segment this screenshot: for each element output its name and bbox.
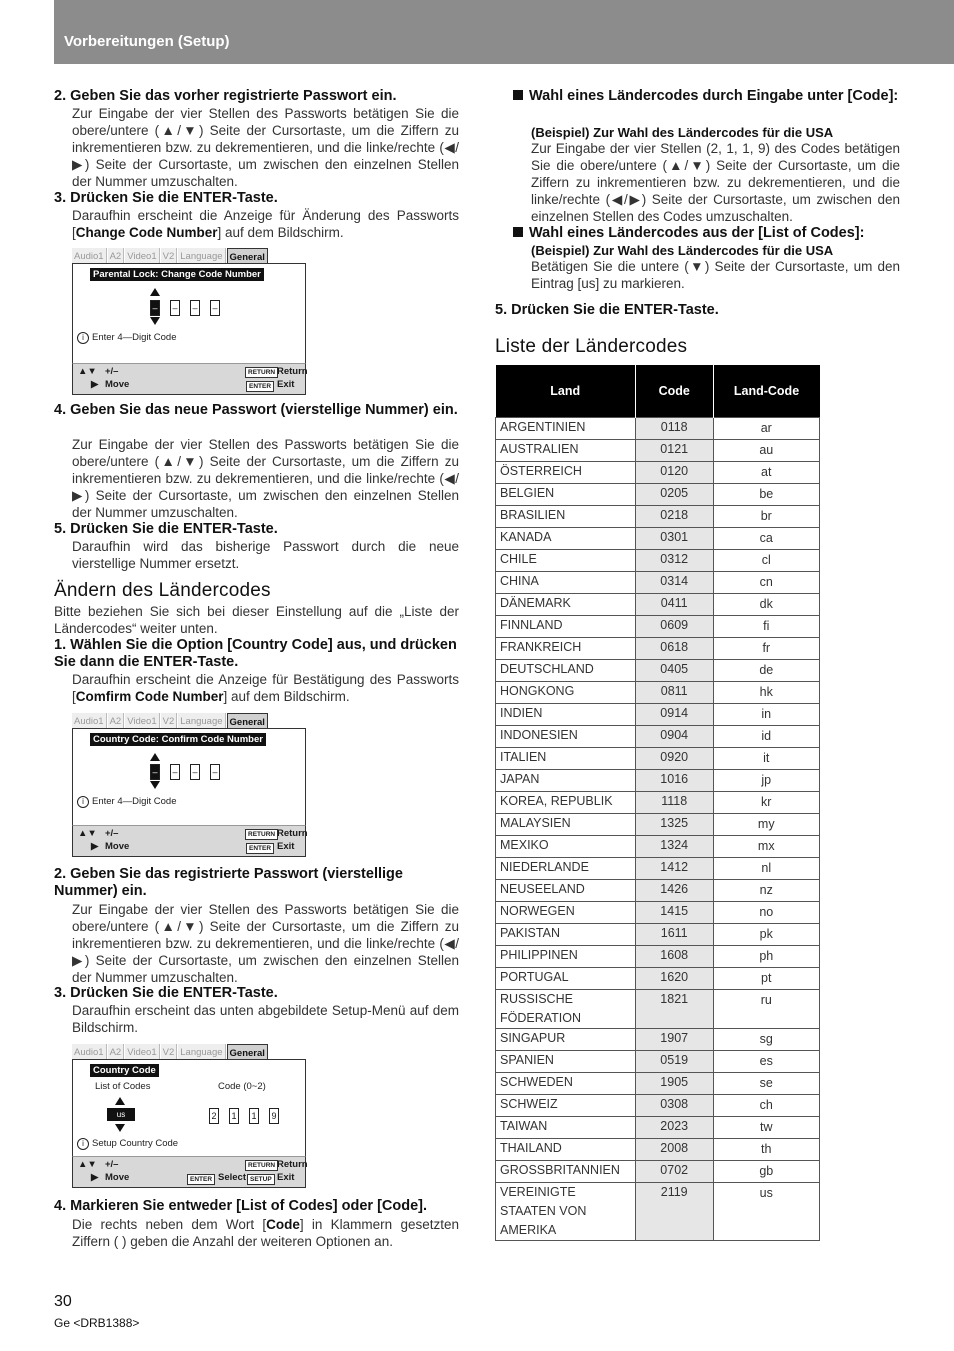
cell-code: 1324 (635, 836, 713, 858)
table-row (496, 1051, 820, 1073)
table-row (496, 594, 820, 616)
cell-land-code: ar (713, 418, 819, 440)
cell-country: BELGIEN (496, 484, 636, 506)
cell-code: 0811 (635, 682, 713, 704)
osd-tabs (72, 713, 269, 729)
cell-code: 0904 (635, 726, 713, 748)
cell-code: 2008 (635, 1139, 713, 1161)
page-number: 30 (54, 1293, 72, 1310)
table-row (496, 836, 820, 858)
osd-tab: Video1 (125, 1044, 159, 1060)
cell-country: ÖSTERREICH (496, 462, 636, 484)
cell-land-code: ch (713, 1095, 819, 1117)
cell-land-code: id (713, 726, 819, 748)
table-row (496, 1073, 820, 1095)
cell-country: SPANIEN (496, 1051, 636, 1073)
cell-code: 0121 (635, 440, 713, 462)
osd-screen (72, 263, 308, 390)
cell-land-code: ph (713, 946, 819, 968)
country-code-table (495, 365, 820, 1241)
table-row (496, 1117, 820, 1139)
up-down-icon: ▲▼ (78, 828, 97, 839)
cell-country: NIEDERLANDE (496, 858, 636, 880)
cell-code: 0920 (635, 748, 713, 770)
cell-country: JAPAN (496, 770, 636, 792)
cell-country: PORTUGAL (496, 968, 636, 990)
osd-tab: V2 (161, 1044, 178, 1060)
cell-code: 1325 (635, 814, 713, 836)
cell-land-code: my (713, 814, 819, 836)
cell-land-code: cl (713, 550, 819, 572)
enter-key: ENTER (187, 1174, 215, 1185)
code-digit: 9 (269, 1108, 279, 1124)
step2-title: 2. Geben Sie das vorher registrierte Passwort ein. (54, 88, 397, 104)
info-icon: i (77, 796, 89, 808)
arrow-down-icon (115, 1124, 125, 1132)
cell-country: PAKISTAN (496, 924, 636, 946)
info-icon: i (77, 332, 89, 344)
cell-country: PHILIPPINEN (496, 946, 636, 968)
arrow-up-icon (115, 1097, 125, 1105)
table-row (496, 880, 820, 902)
cell-land-code: es (713, 1051, 819, 1073)
cell-land-code: it (713, 748, 819, 770)
table-row (496, 1139, 820, 1161)
cell-code: 1608 (635, 946, 713, 968)
step4-title: 4. Geben Sie das neue Passwort (vierstellige Nummer) ein. (54, 402, 458, 418)
return-key: RETURN (245, 1160, 278, 1171)
right-step5: 5. Drücken Sie die ENTER-Taste. (495, 302, 719, 318)
cell-country: RUSSISCHE FÖDERATION (496, 990, 636, 1029)
example-usa-2: (Beispiel) Zur Wahl des Ländercodes für die USA (531, 243, 834, 258)
table-row (496, 418, 820, 440)
cell-country: VEREINIGTE STAATEN VON AMERIKA (496, 1183, 636, 1241)
cell-land-code: be (713, 484, 819, 506)
cell-country: HONGKONG (496, 682, 636, 704)
osd-tab: Audio1 (72, 248, 107, 264)
cell-land-code: gb (713, 1161, 819, 1183)
step3-title: 3. Drücken Sie die ENTER-Taste. (54, 190, 278, 206)
osd-tab: Language (178, 713, 225, 729)
cell-land-code: pk (713, 924, 819, 946)
osd-title: Parental Lock: Change Code Number (90, 268, 264, 281)
code-entry-heading: Wahl eines Ländercodes durch Eingabe unter [Code]: (513, 88, 900, 105)
table-row (496, 484, 820, 506)
osd-screen-country-code (72, 1044, 306, 1187)
s1-title: 1. Wählen Sie die Option [Country Code] aus, und drücken Sie dann die ENTER-Taste. (54, 637, 457, 670)
cell-country: AUSTRALIEN (496, 440, 636, 462)
setup-key: SETUP (247, 1174, 275, 1185)
osd-footer: ▲▼ +/– ▶ Move ENTER Select RETURN Return SETUP Exit (72, 1156, 306, 1188)
col-header-land: Land (496, 365, 636, 418)
table-row (496, 814, 820, 836)
cell-country: FINNLAND (496, 616, 636, 638)
table-row (496, 990, 820, 1029)
s4-body: Die rechts neben dem Wort [Code] in Klammern gesetzten Ziffern ( ) geben die Anzahl der weiteren Optionen an. (72, 1217, 459, 1249)
cell-code: 0118 (635, 418, 713, 440)
osd-tab: V2 (161, 713, 178, 729)
cell-country: SINGAPUR (496, 1029, 636, 1051)
cell-land-code: mx (713, 836, 819, 858)
table-row (496, 682, 820, 704)
code-digit: – (170, 300, 180, 316)
table-header-row (496, 365, 820, 418)
cell-country: DÄNEMARK (496, 594, 636, 616)
osd-tab: V2 (161, 248, 178, 264)
cell-country: CHILE (496, 550, 636, 572)
cell-country: NORWEGEN (496, 902, 636, 924)
cell-land-code: th (713, 1139, 819, 1161)
code-digit: – (150, 300, 160, 316)
step5-title: 5. Drücken Sie die ENTER-Taste. (54, 521, 278, 537)
osd-tab: A2 (108, 713, 125, 729)
example-usa-1: (Beispiel) Zur Wahl des Ländercodes für die USA (531, 125, 834, 140)
arrow-up-icon (150, 753, 160, 761)
cell-land-code: in (713, 704, 819, 726)
table-row (496, 748, 820, 770)
code-digit: – (190, 764, 200, 780)
cell-code: 0314 (635, 572, 713, 594)
section-heading: Ändern des Ländercodes (54, 580, 271, 601)
table-row (496, 726, 820, 748)
arrow-down-icon (150, 781, 160, 789)
osd-tab-active: General (227, 713, 268, 729)
table-row (496, 440, 820, 462)
code-entry-body: Zur Eingabe der vier Stellen (2, 1, 1, 9) des Codes betätigen Sie die obere/untere (▲/▼) Seite der Cursortaste, um die Ziffern zu inkrementieren bzw. zu dekrementieren, und die linke/rechte (◀/▶) Seite der Cursortaste, um zwischen den einzelnen Stellen des Codes umzuschalten. (531, 141, 900, 224)
step4-body: Zur Eingabe der vier Stellen des Passworts betätigen Sie die obere/untere (▲/▼) Seite der Cursortaste, um die Ziffern zu inkrementieren bzw. zu dekrementieren, und die linke/rechte (◀/▶) Seite der Cursortaste, um zwischen den einzelnen Stellen der Nummer umzuschalten. (72, 437, 459, 520)
cell-country: BRASILIEN (496, 506, 636, 528)
cell-code: 0218 (635, 506, 713, 528)
cell-land-code: ru (713, 990, 819, 1029)
cell-land-code: jp (713, 770, 819, 792)
cell-land-code: at (713, 462, 819, 484)
cell-country: MEXIKO (496, 836, 636, 858)
cell-code: 0312 (635, 550, 713, 572)
up-down-icon: ▲▼ (78, 366, 97, 377)
osd-screen-confirm-code (72, 713, 306, 856)
osd-tab: Audio1 (72, 1044, 107, 1060)
cell-code: 1905 (635, 1073, 713, 1095)
cell-land-code: tw (713, 1117, 819, 1139)
cell-country: DEUTSCHLAND (496, 660, 636, 682)
info-icon: i (77, 1138, 89, 1150)
cell-country: FRANKREICH (496, 638, 636, 660)
cell-land-code: cn (713, 572, 819, 594)
cell-country: TAIWAN (496, 1117, 636, 1139)
code-digit: – (210, 764, 220, 780)
cell-code: 0914 (635, 704, 713, 726)
cell-land-code: us (713, 1183, 819, 1241)
s3-body: Daraufhin erscheint das unten abgebildete Setup-Menü auf dem Bildschirm. (72, 1003, 459, 1035)
table-row (496, 1183, 820, 1241)
cell-code: 1415 (635, 902, 713, 924)
table-row (496, 1161, 820, 1183)
enter-key: ENTER (246, 843, 274, 854)
cell-country: CHINA (496, 572, 636, 594)
code-digit: – (210, 300, 220, 316)
code-digit: 1 (249, 1108, 259, 1124)
osd-screen-change-code (72, 248, 308, 390)
cell-code: 2023 (635, 1117, 713, 1139)
table-row (496, 660, 820, 682)
cell-code: 1016 (635, 770, 713, 792)
s1-body: Daraufhin erscheint die Anzeige für Bestätigung des Passworts [Comfirm Code Number] auf dem Bildschirm. (72, 672, 459, 704)
cell-land-code: nz (713, 880, 819, 902)
cell-country: ITALIEN (496, 748, 636, 770)
table-row (496, 792, 820, 814)
cell-country: KANADA (496, 528, 636, 550)
right-icon: ▶ (91, 379, 99, 390)
table-row (496, 968, 820, 990)
osd-footer: ▲▼ +/– ▶ Move RETURN Return ENTER Exit (72, 363, 306, 395)
s4-title: 4. Markieren Sie entweder [List of Codes] oder [Code]. (54, 1198, 428, 1214)
cell-land-code: no (713, 902, 819, 924)
selected-country-code: us (107, 1108, 135, 1121)
osd-tab-active: General (227, 1044, 268, 1060)
table-row (496, 770, 820, 792)
cell-code: 1426 (635, 880, 713, 902)
cell-country: KOREA, REPUBLIK (496, 792, 636, 814)
step3-body: Daraufhin erscheint die Anzeige für Änderung des Passworts [Change Code Number] auf dem Bildschirm. (72, 208, 459, 240)
code-digit: 1 (229, 1108, 239, 1124)
cell-land-code: nl (713, 858, 819, 880)
country-list-title: Liste der Ländercodes (495, 336, 688, 357)
table-row (496, 528, 820, 550)
cell-code: 0405 (635, 660, 713, 682)
enter-key: ENTER (246, 381, 274, 392)
table-row (496, 1095, 820, 1117)
cell-country: MALAYSIEN (496, 814, 636, 836)
cell-country: INDIEN (496, 704, 636, 726)
arrow-down-icon (150, 317, 160, 325)
osd-screen (72, 1059, 308, 1183)
return-key: RETURN (245, 829, 278, 840)
osd-tab: Language (178, 1044, 225, 1060)
cell-land-code: hk (713, 682, 819, 704)
cell-country: INDONESIEN (496, 726, 636, 748)
cell-land-code: pt (713, 968, 819, 990)
cell-country: SCHWEDEN (496, 1073, 636, 1095)
cell-land-code: dk (713, 594, 819, 616)
list-heading: Wahl eines Ländercodes aus der [List of Codes]: (513, 225, 900, 242)
osd-tab: Language (178, 248, 225, 264)
cell-code: 1611 (635, 924, 713, 946)
cell-code: 0609 (635, 616, 713, 638)
up-down-icon: ▲▼ (78, 1159, 97, 1170)
osd-tabs (72, 248, 269, 264)
list-of-codes-label: List of Codes (95, 1081, 151, 1092)
table-row (496, 902, 820, 924)
table-row (496, 550, 820, 572)
cell-code: 1412 (635, 858, 713, 880)
right-icon: ▶ (91, 1172, 99, 1183)
s2-body: Zur Eingabe der vier Stellen des Passworts betätigen Sie die obere/untere (▲/▼) Seite der Cursortaste, um die Ziffern zu inkrementieren bzw. zu dekrementieren, und die linke/rechte (◀/▶) Seite der Cursortaste, um zwischen den einzelnen Stellen der Nummer umzuschalten. (72, 902, 459, 985)
osd-tabs (72, 1044, 269, 1060)
code-digit: 2 (209, 1108, 219, 1124)
cell-code: 0120 (635, 462, 713, 484)
cell-land-code: br (713, 506, 819, 528)
osd-tab-active: General (227, 248, 268, 264)
code-digit: – (190, 300, 200, 316)
osd-title: Country Code: Confirm Code Number (90, 733, 266, 746)
step2-body: Zur Eingabe der vier Stellen des Passworts betätigen Sie die obere/untere (▲/▼) Seite der Cursortaste, um die Ziffern zu inkrementieren bzw. zu dekrementieren, und die linke/rechte (◀/▶) Seite der Cursortaste, um zwischen den einzelnen Stellen der Nummer umzuschalten. (72, 106, 459, 189)
col-header-code: Code (635, 365, 713, 418)
osd-info: i Enter 4—Digit Code (77, 332, 176, 344)
step5-body: Daraufhin wird das bisherige Passwort durch die neue vierstellige Nummer ersetzt. (72, 539, 459, 571)
list-body: Betätigen Sie die untere (▼) Seite der Cursortaste, um den Eintrag [us] zu markieren. (531, 259, 900, 291)
cell-country: GROSSBRITANNIEN (496, 1161, 636, 1183)
col-header-land-code: Land-Code (713, 365, 819, 418)
cell-code: 0618 (635, 638, 713, 660)
table-row (496, 616, 820, 638)
cell-land-code: fr (713, 638, 819, 660)
table-row (496, 704, 820, 726)
cell-land-code: fi (713, 616, 819, 638)
osd-info: i Enter 4—Digit Code (77, 796, 176, 808)
s3-title: 3. Drücken Sie die ENTER-Taste. (54, 985, 278, 1001)
cell-code: 0519 (635, 1051, 713, 1073)
table-row (496, 858, 820, 880)
table-row (496, 506, 820, 528)
cell-code: 2119 (635, 1183, 713, 1241)
table-row (496, 462, 820, 484)
osd-info: i Setup Country Code (77, 1138, 178, 1150)
right-icon: ▶ (91, 841, 99, 852)
table-row (496, 924, 820, 946)
square-bullet-icon (513, 90, 523, 100)
code-digit: – (170, 764, 180, 780)
cell-country: NEUSEELAND (496, 880, 636, 902)
cell-land-code: au (713, 440, 819, 462)
cell-code: 1620 (635, 968, 713, 990)
table-row (496, 572, 820, 594)
osd-screen (72, 728, 308, 852)
return-key: RETURN (245, 367, 278, 378)
osd-tab: A2 (108, 1044, 125, 1060)
cell-country: THAILAND (496, 1139, 636, 1161)
cell-land-code: kr (713, 792, 819, 814)
document-ref: Ge <DRB1388> (54, 1316, 140, 1330)
cell-code: 1118 (635, 792, 713, 814)
cell-code: 0702 (635, 1161, 713, 1183)
table-row (496, 638, 820, 660)
cell-land-code: se (713, 1073, 819, 1095)
code-label: Code (0~2) (218, 1081, 266, 1092)
osd-tab: Video1 (125, 713, 159, 729)
s2-title: 2. Geben Sie das registrierte Passwort (vierstellige Nummer) ein. (54, 866, 403, 899)
osd-tab: Video1 (125, 248, 159, 264)
code-digit: – (150, 764, 160, 780)
osd-tab: A2 (108, 248, 125, 264)
arrow-up-icon (150, 288, 160, 296)
square-bullet-icon (513, 227, 523, 237)
cell-country: SCHWEIZ (496, 1095, 636, 1117)
cell-code: 1907 (635, 1029, 713, 1051)
cell-code: 0411 (635, 594, 713, 616)
section-intro: Bitte beziehen Sie sich bei dieser Einstellung auf die „Liste der Ländercodes“ weiter unten. (54, 604, 459, 636)
section-title: Vorbereitungen (Setup) (64, 33, 230, 50)
cell-land-code: de (713, 660, 819, 682)
cell-code: 1821 (635, 990, 713, 1029)
table-row (496, 1029, 820, 1051)
cell-code: 0308 (635, 1095, 713, 1117)
cell-land-code: sg (713, 1029, 819, 1051)
osd-title: Country Code (90, 1064, 159, 1077)
osd-footer: ▲▼ +/– ▶ Move RETURN Return ENTER Exit (72, 825, 306, 857)
table-row (496, 946, 820, 968)
cell-code: 0301 (635, 528, 713, 550)
cell-land-code: ca (713, 528, 819, 550)
osd-tab: Audio1 (72, 713, 107, 729)
cell-code: 0205 (635, 484, 713, 506)
section-banner (54, 0, 954, 64)
cell-country: ARGENTINIEN (496, 418, 636, 440)
